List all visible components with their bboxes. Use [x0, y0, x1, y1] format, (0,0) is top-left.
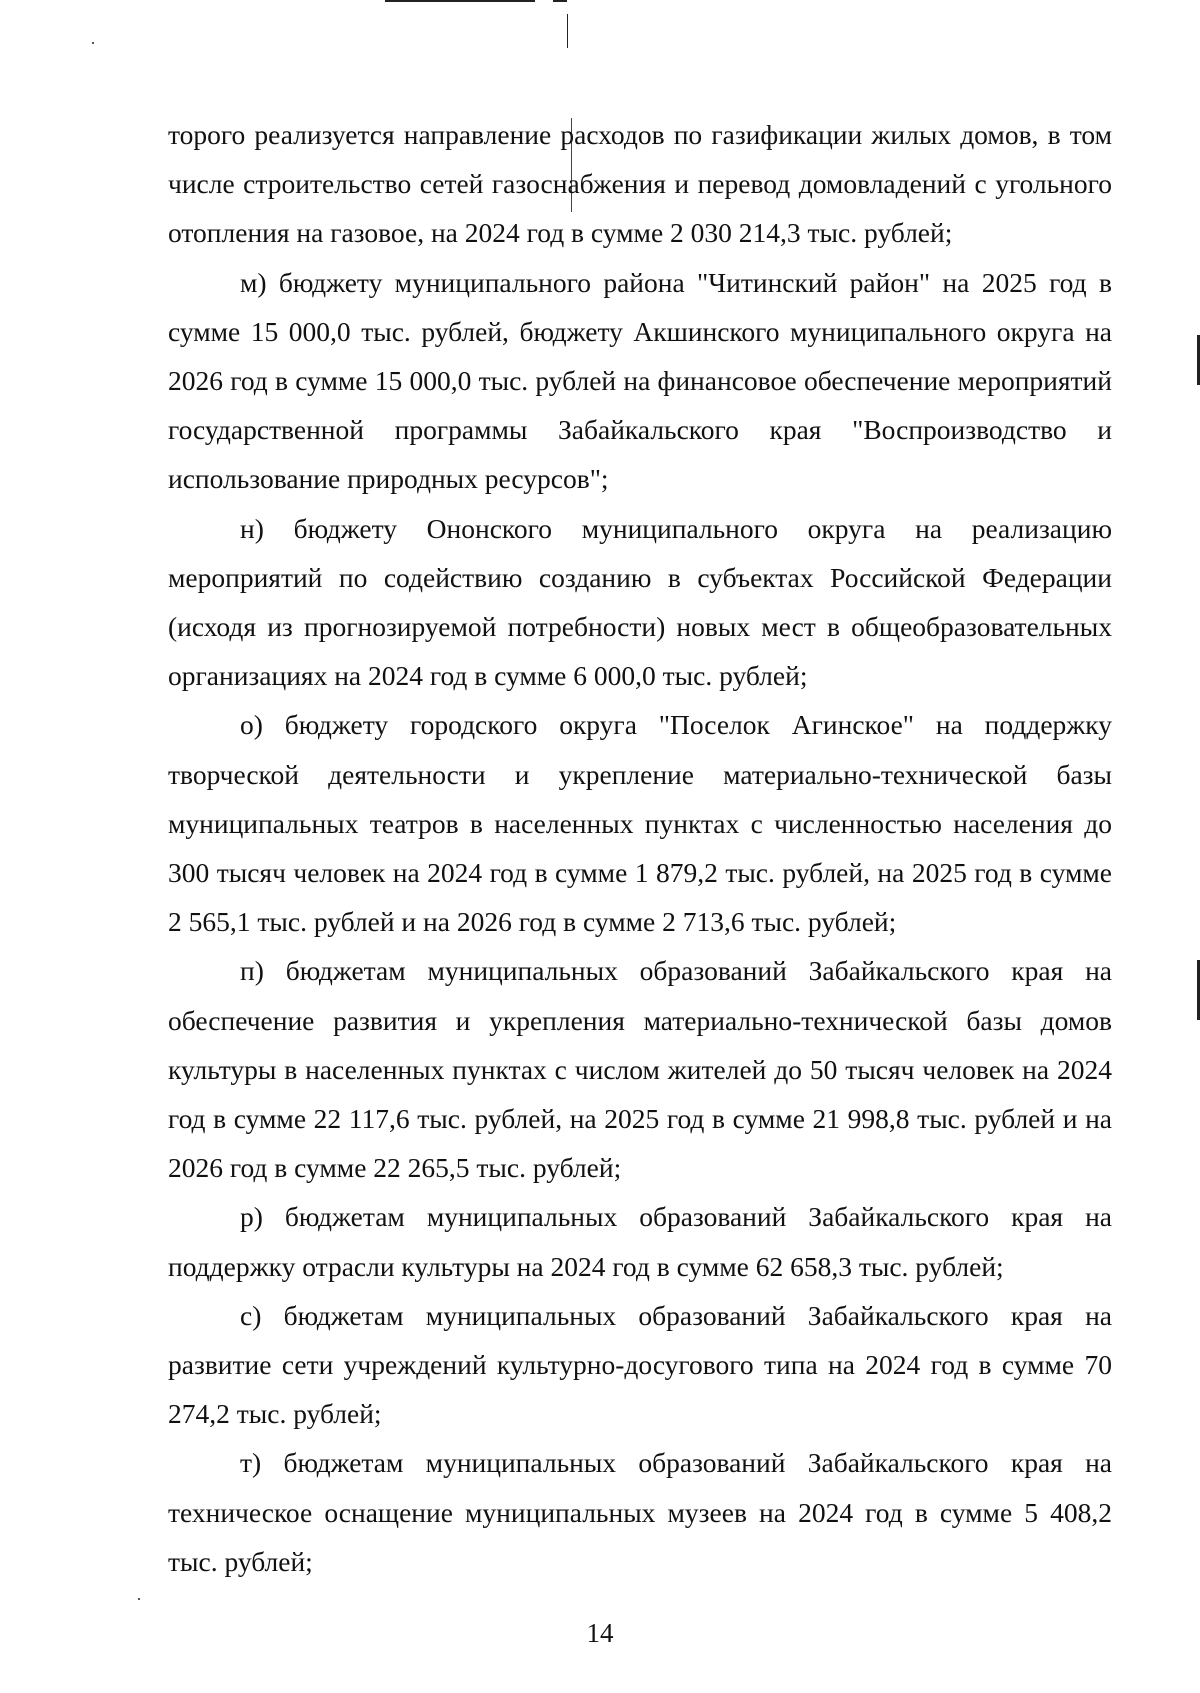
paragraph-o: о) бюджету городского округа "Поселок Агинское" на поддержку творческой деятельности и укрепление материально-технической базы муниципальных театров в населенных пунктах с численностью населения до 300 тысяч человек на 2024 год в сумме 1 879,2 тыс. рублей, на 2025 год в сумме 2 565,1 тыс. рублей и на 2026 год в сумме 2 713,6 тыс. рублей; — [168, 709, 1112, 938]
scan-artifact-dot — [138, 1598, 140, 1600]
paragraph-s: с) бюджетам муниципальных образований Забайкальского края на развитие сети учреждений культурно-досугового типа на 2024 год в сумме 70 274,2 тыс. рублей; — [168, 1299, 1112, 1430]
scan-artifact-fold-mark — [567, 14, 568, 48]
scan-artifact-dot — [92, 42, 94, 44]
paragraph-r: р) бюджетам муниципальных образований Забайкальского края на поддержку отрасли культуры на 2024 год в сумме 62 658,3 тыс. рублей; — [168, 1201, 1112, 1282]
body-text — [168, 110, 1112, 1586]
scan-artifact-top-dash — [553, 0, 567, 2]
page-number: 14 — [586, 1618, 614, 1648]
paragraph-continuation: торого реализуется направление расходов по газификации жилых домов, в том числе строительство сетей газоснабжения и перевод домовладений с угольного отопления на газовое, на 2024 год в сумме 2 030 214,3 тыс. рублей; — [168, 119, 1112, 249]
paragraph-t: т) бюджетам муниципальных образований Забайкальского края на техническое оснащение муниципальных музеев на 2024 год в сумме 5 408,2 тыс. рублей; — [168, 1447, 1112, 1577]
paragraph-p: п) бюджетам муниципальных образований Забайкальского края на обеспечение развития и укрепления материально-технической базы домов культуры в населенных пунктах с числом жителей до 50 тысяч человек на 2024 год в сумме 22 117,6 тыс. рублей, на 2025 год в сумме 21 998,8 тыс. рублей и на 2026 год в сумме 22 265,5 тыс. рублей; — [168, 955, 1112, 1184]
paragraph-n: н) бюджету Ононского муниципального округа на реализацию мероприятий по содействию созданию в субъектах Российской Федерации (исходя из прогнозируемой потребности) новых мест в общеобразовательных организациях на 2024 год в сумме 6 000,0 тыс. рублей; — [168, 512, 1112, 692]
scan-artifact-top-line — [385, 0, 535, 2]
paragraph-m: м) бюджету муниципального района "Читинский район" на 2025 год в сумме 15 000,0 тыс. рублей, бюджету Акшинского муниципального округа на 2026 год в сумме 15 000,0 тыс. рублей на финансовое обеспечение мероприятий государственной программы Забайкальского края "Воспроизводство и использование природных ресурсов"; — [168, 266, 1112, 495]
